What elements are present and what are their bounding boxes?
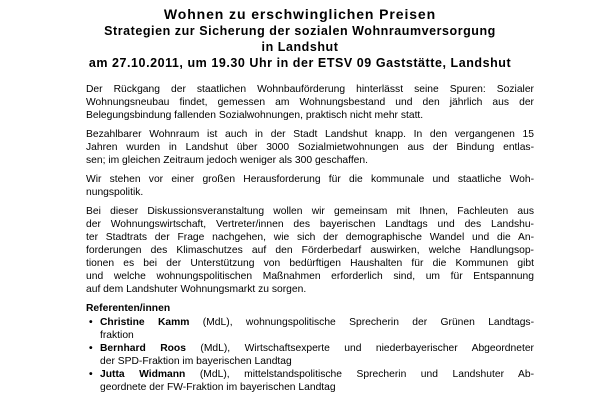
referent-item [86,342,534,368]
referent-name: Christine Kamm [100,317,190,328]
text-line: und welche wohnungspolitischen Maßnahmen erforderlich sind, um für Entspannung [86,271,534,282]
referent-description: (MdL), wohnungspolitische Sprecherin der Grünen Landtags- [189,317,534,328]
text-line: sen; im gleichen Zeitraum jedoch weniger als 300 geschaffen. [86,155,368,166]
referent-item [86,368,534,394]
text-line: Der Rückgang der staatlichen Wohnbauförderung hinterlässt seine Spuren: Sozialer [86,84,534,95]
referent-description: (MdL), mittelstandspolitische Sprecherin und Landshuter Ab- [185,369,534,380]
text-line: Bei dieser Diskussionsveranstaltung wollen wir gemeinsam mit Ihnen, Fachleuten aus [86,206,534,217]
text-line: der SPD-Fraktion im bayerischen Landtag [100,356,292,367]
event-subtitle: Strategien zur Sicherung der sozialen Wohnraumversorgung [104,24,496,38]
event-date-venue: am 27.10.2011, um 19.30 Uhr in der ETSV 09 Gaststätte, Landshut [88,56,512,70]
paragraph-discussion [86,205,534,296]
text-line: Belegungsbindung fallenden Sozialwohnungen, praktisch nicht mehr statt. [86,110,424,121]
bullet-icon: • [89,369,93,380]
text-line: Wohnungsneubau findet, gemessen am Wohnungsbestand und den jährlich aus der [86,97,534,108]
event-location-line: in Landshut [261,40,339,54]
referent-description: (MdL), Wirtschaftsexperte und niederbayerischer Abgeordneter [185,343,534,354]
text-line: Bezahlbarer Wohnraum ist auch in der Stadt Landshut knapp. In den vergangenen 15 [86,129,534,140]
referent-item [86,316,534,342]
text-line [100,342,534,355]
document-body [86,83,534,394]
text-line [100,368,534,381]
document-header [0,6,600,71]
text-line: der Wohnungswirtschaft, Vertreter/innen des bayerischen Landtags und des Landshu- [86,219,534,230]
text-line: ter Stadtrats der Frage nachgehen, wie sich der demographische Wandel und die An- [86,232,534,243]
text-line: tionen es bei der Unterstützung von bedürftigen Haushalten für die Kommunen gibt [86,258,534,269]
text-line [100,316,534,329]
text-line: Jahren wurden in Landshut über 3000 Sozialmietwohnungen aus der Bindung entlas- [86,142,534,153]
text-line: nungspolitik. [86,187,144,198]
referents-heading: Referenten/innen [86,303,171,314]
bullet-icon: • [89,317,93,328]
event-title: Wohnen zu erschwinglichen Preisen [163,6,437,22]
paragraph-housing-shortage [86,128,534,167]
referents-list [86,316,534,394]
text-line: Wir stehen vor einer großen Herausforderung für die kommunale und staatliche Woh- [86,174,534,185]
paragraph-challenge [86,173,534,199]
text-line: fraktion [100,330,134,341]
referent-name: Bernhard Roos [100,343,186,354]
text-line: auf dem Landshuter Wohnungsmarkt zu sorgen. [86,284,307,295]
text-line: forderungen des Klimaschutzes auf den Förderbedarf auswirken, welche Handlungsop- [86,245,534,256]
referent-name: Jutta Widmann [100,369,186,380]
text-line: geordnete der FW-Fraktion im bayerischen Landtag [100,382,336,393]
bullet-icon: • [89,343,93,354]
paragraph-intro [86,83,534,122]
